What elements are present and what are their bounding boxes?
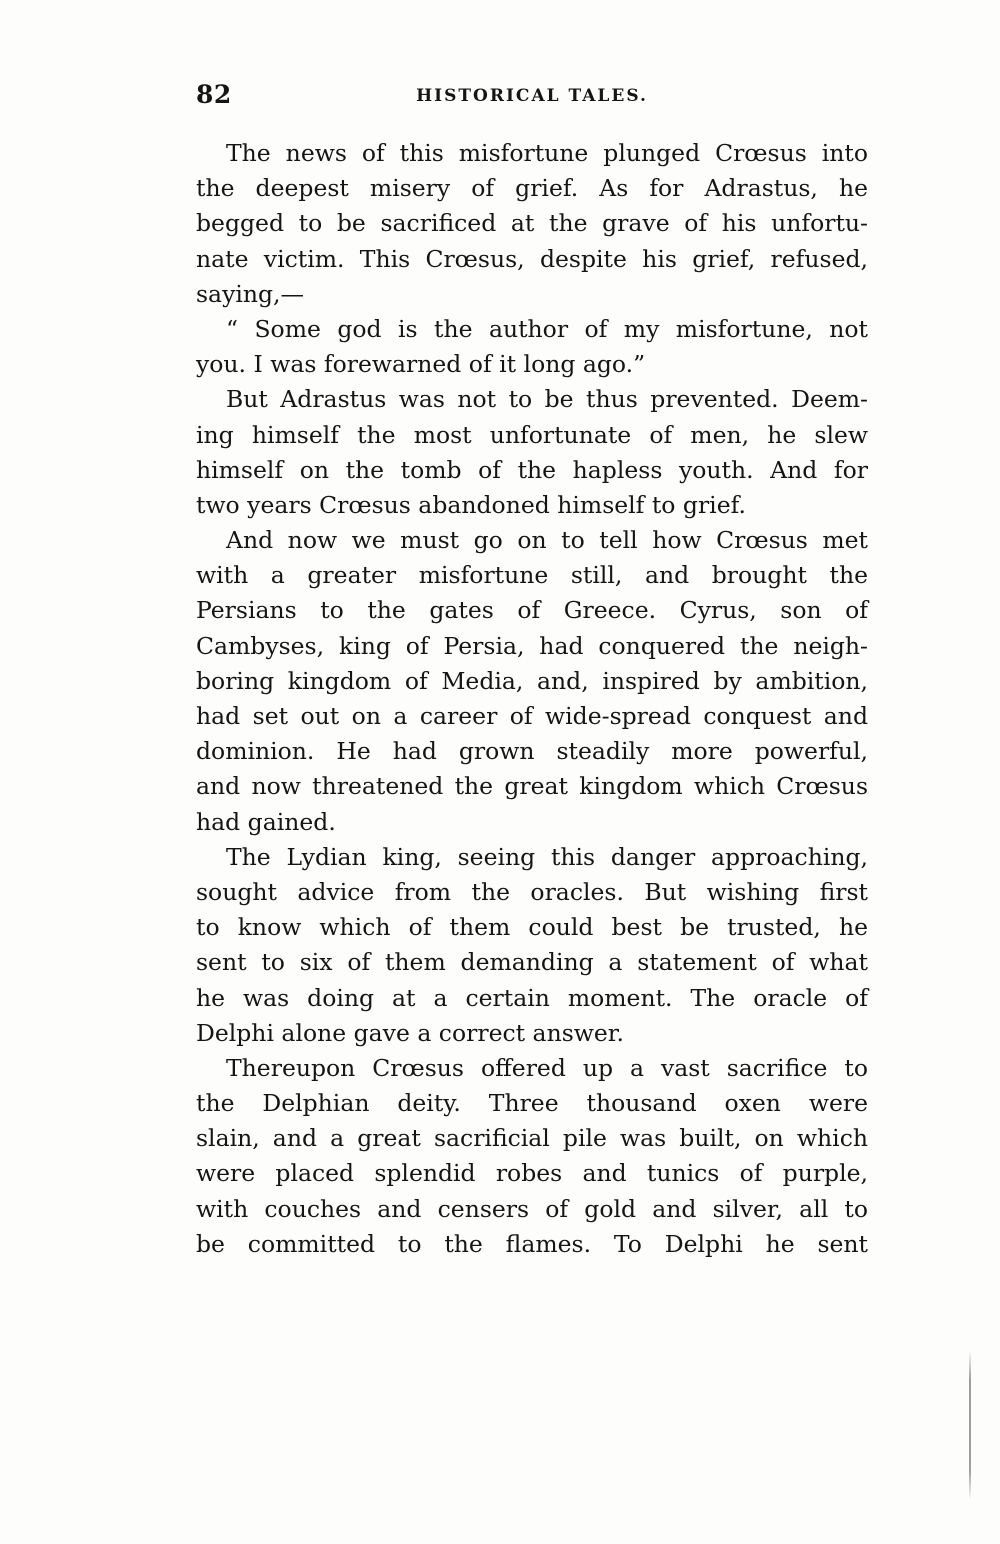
text-line: saying,— — [196, 279, 305, 308]
text-line: boring kingdom of Media, and, inspired by ambition, — [196, 666, 868, 695]
page-header — [196, 78, 868, 112]
text-line: the Delphian deity. Three thousand oxen were — [196, 1089, 868, 1118]
text-line: slain, and a great sacrificial pile was built, on which — [196, 1124, 868, 1153]
text-line: were placed splendid robes and tunics of purple, — [196, 1159, 868, 1188]
text-line: nate victim. This Crœsus, despite his grief, refused, — [196, 244, 868, 273]
text-line: two years Crœsus abandoned himself to grief. — [196, 490, 746, 519]
text-line: with a greater misfortune still, and brought the — [196, 561, 868, 590]
text-line: ing himself the most unfortunate of men, he slew — [196, 420, 868, 449]
text-line: dominion. He had grown steadily more powerful, — [196, 737, 868, 766]
page-edge-mark — [969, 1350, 971, 1500]
running-title: HISTORICAL TALES. — [416, 86, 648, 106]
page-number: 82 — [196, 80, 232, 109]
text-line: sought advice from the oracles. But wishing first — [196, 877, 868, 906]
text-line: The Lydian king, seeing this danger approaching, — [226, 842, 868, 871]
text-line: you. I was forewarned of it long ago.” — [196, 350, 646, 379]
text-line: had gained. — [196, 807, 336, 836]
text-line: with couches and censers of gold and silver, all to — [196, 1194, 868, 1223]
text-line: “ Some god is the author of my misfortune, not — [226, 314, 868, 343]
text-line: And now we must go on to tell how Crœsus met — [226, 526, 868, 555]
text-line: he was doing at a certain moment. The oracle of — [196, 983, 868, 1012]
body-text — [196, 136, 868, 1262]
text-line: Thereupon Crœsus offered up a vast sacrifice to — [226, 1053, 868, 1082]
text-line: and now threatened the great kingdom which Crœsus — [196, 772, 868, 801]
text-line: to know which of them could best be trusted, he — [196, 913, 868, 942]
text-line: be committed to the flames. To Delphi he sent — [196, 1229, 868, 1258]
text-line: the deepest misery of grief. As for Adrastus, he — [196, 174, 868, 203]
text-line: Cambyses, king of Persia, had conquered the neigh- — [196, 631, 868, 660]
text-line: had set out on a career of wide-spread conquest and — [196, 702, 868, 730]
text-line: The news of this misfortune plunged Crœsus into — [226, 139, 868, 167]
text-line: But Adrastus was not to be thus prevented. Deem- — [226, 385, 868, 414]
text-line: Delphi alone gave a correct answer. — [196, 1018, 624, 1047]
text-line: sent to six of them demanding a statement of what — [196, 948, 868, 977]
text-line: Persians to the gates of Greece. Cyrus, son of — [196, 596, 868, 625]
text-line: begged to be sacrificed at the grave of his unfortu- — [196, 209, 868, 238]
text-line: himself on the tomb of the hapless youth. And for — [196, 455, 868, 484]
